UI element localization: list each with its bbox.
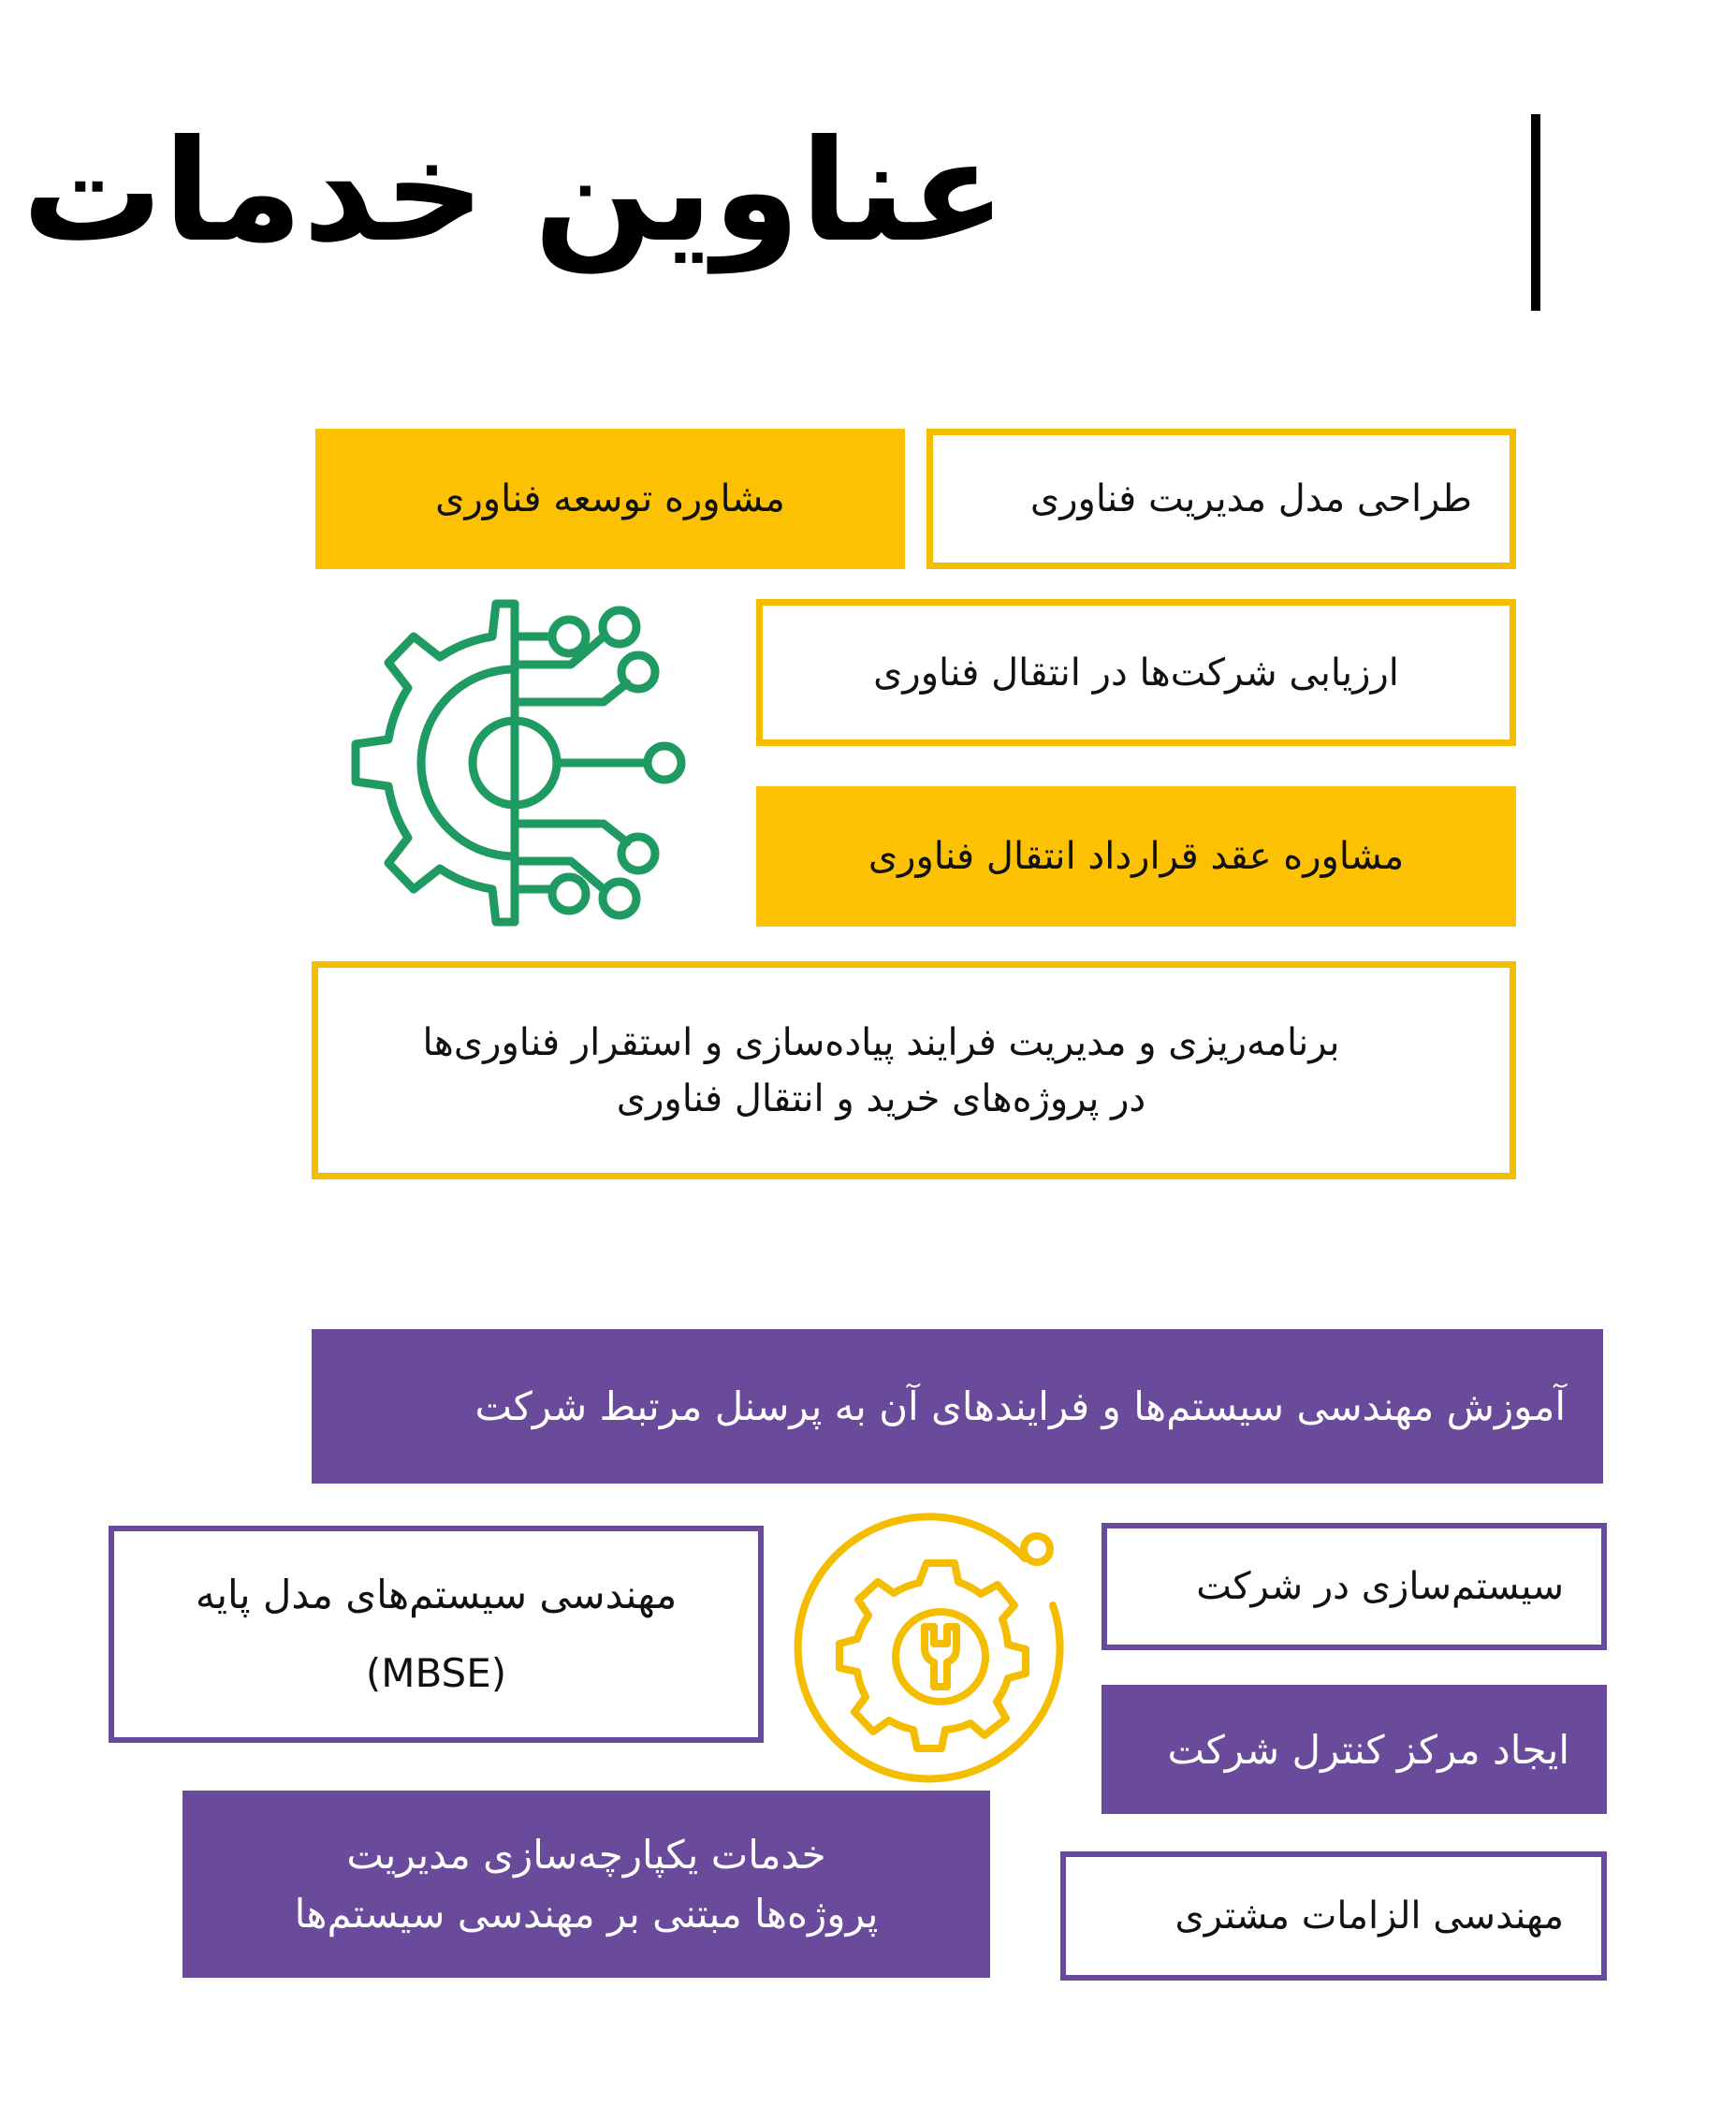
service-label: ارزیابی شرکت‌ها در انتقال فناوری xyxy=(873,651,1399,695)
service-label: طراحی مدل مدیریت فناوری xyxy=(1029,477,1472,520)
service-label-line-1: مهندسی سیستم‌های مدل پایه xyxy=(195,1572,678,1617)
service-tech-management-model xyxy=(926,429,1516,569)
service-label: سیستم‌سازی در شرکت xyxy=(1196,1565,1564,1608)
service-tech-implementation-planning xyxy=(312,961,1516,1179)
service-label: ایجاد مرکز کنترل شرکت xyxy=(1167,1726,1569,1773)
service-label-line-1: برنامه‌ریزی و مدیریت فرایند پیاده‌سازی و استقرار فناوری‌ها xyxy=(422,1020,1340,1064)
service-label: مشاوره توسعه فناوری xyxy=(435,477,785,520)
page-title: عناوین خدمات xyxy=(22,110,1006,273)
service-systems-training xyxy=(312,1329,1603,1484)
service-label-line-2: پروژه‌ها مبتنی بر مهندسی سیستم‌ها xyxy=(294,1891,879,1937)
title-divider xyxy=(1531,114,1540,311)
service-label: آموزش مهندسی سیستم‌ها و فرایندهای آن به پرسنل مرتبط شرکت xyxy=(474,1383,1566,1429)
service-mbse xyxy=(109,1526,764,1743)
service-tech-development-consulting xyxy=(315,429,905,569)
service-label-line-2: (MBSE) xyxy=(365,1650,507,1696)
service-project-integration xyxy=(182,1791,990,1978)
service-label: مهندسی الزامات مشتری xyxy=(1174,1894,1564,1938)
service-systemization xyxy=(1101,1523,1607,1650)
service-label-line-1: خدمات یکپارچه‌سازی مدیریت xyxy=(346,1832,826,1878)
service-control-center xyxy=(1101,1685,1607,1814)
gear-wrench-icon xyxy=(805,1507,1076,1778)
service-label: مشاوره عقد قرارداد انتقال فناوری xyxy=(868,835,1405,878)
service-label-line-2: در پروژه‌های خرید و انتقال فناوری xyxy=(616,1076,1146,1120)
service-tech-transfer-assessment xyxy=(756,599,1516,746)
service-tech-transfer-contract xyxy=(756,786,1516,927)
gear-circuit-icon xyxy=(346,599,683,927)
service-requirements-engineering xyxy=(1060,1851,1607,1981)
